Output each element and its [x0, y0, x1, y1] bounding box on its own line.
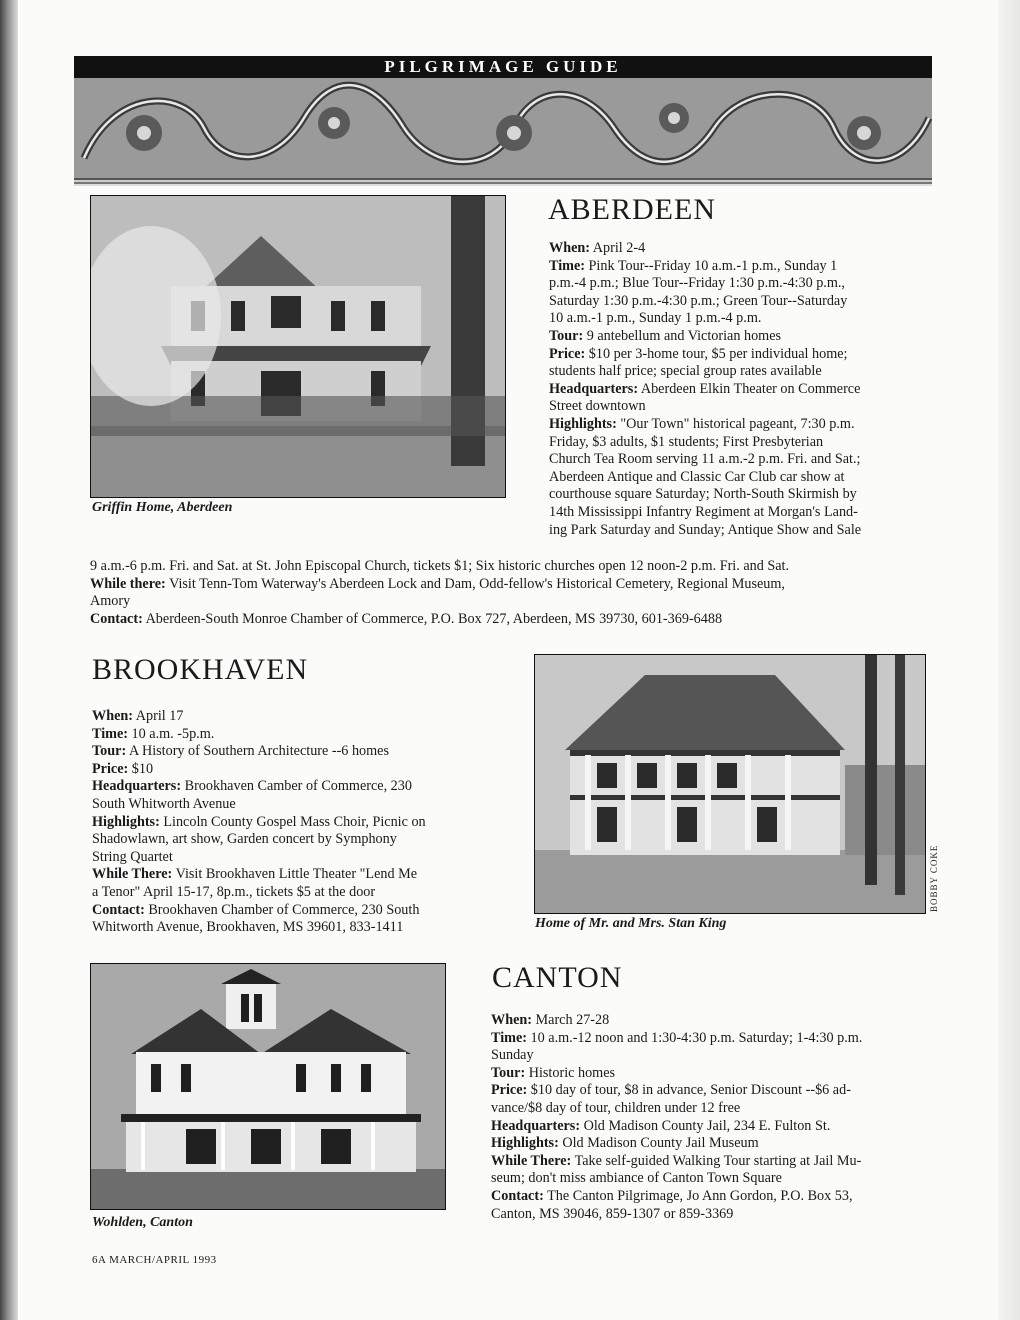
brookhaven-details	[92, 708, 492, 937]
aberdeen-price-line: students half price; special group rates available	[549, 363, 822, 380]
tour-label: Tour:	[549, 327, 584, 344]
aberdeen-highlights-full-line: 9 a.m.-6 p.m. Fri. and Sat. at St. John Episcopal Church, tickets $1; Six historic churches open 12 noon-2 p.m. Fri. and Sat.	[90, 558, 790, 574]
aberdeen-highlights-line: ing Park Saturday and Sunday; Antique Show and Sale	[549, 521, 862, 538]
when-label: When:	[92, 708, 133, 724]
brookhaven-title: BROOKHAVEN	[92, 653, 309, 686]
canton-heading	[492, 958, 622, 996]
price-label: Price:	[549, 345, 586, 362]
canton-details	[491, 1012, 931, 1223]
aberdeen-highlights-line: Aberdeen Antique and Classic Car Club car show at	[549, 468, 845, 485]
aberdeen-hq-line: Street downtown	[549, 398, 646, 415]
brookhaven-time: 10 a.m. -5p.m.	[131, 725, 215, 742]
tour-label: Tour:	[491, 1064, 526, 1081]
canton-price-line: $10 day of tour, $8 in advance, Senior Discount --$6 ad-	[530, 1082, 851, 1099]
canton-when: March 27-28	[535, 1012, 610, 1028]
brookhaven-tour: A History of Southern Architecture --6 homes	[128, 743, 389, 760]
highlights-label: Highlights:	[549, 415, 617, 432]
banner-stripes	[74, 178, 932, 186]
aberdeen-price-line: $10 per 3-home tour, $5 per individual home;	[588, 345, 848, 362]
aberdeen-while-there: Visit Tenn-Tom Waterway's Aberdeen Lock and Dam, Odd-fellow's Historical Cemetery, Regional Museum,	[169, 575, 785, 592]
aberdeen-details	[549, 240, 929, 539]
price-label: Price:	[92, 760, 129, 777]
pilgrimage-guide-banner	[74, 56, 932, 186]
headquarters-label: Headquarters:	[92, 778, 182, 795]
contact-label: Contact:	[92, 901, 145, 918]
aberdeen-tour: 9 antebellum and Victorian homes	[586, 327, 782, 344]
while-there-label: While there:	[90, 575, 166, 592]
brookhaven-highlights-line: Shadowlawn, art show, Garden concert by Symphony	[92, 831, 397, 848]
canton-title: CANTON	[492, 961, 623, 994]
aberdeen-time-line: Saturday 1:30 p.m.-4:30 p.m.; Green Tour--Saturday	[549, 292, 848, 309]
time-label: Time:	[549, 257, 585, 274]
canton-contact-line: Canton, MS 39046, 859-1307 or 859-3369	[491, 1205, 734, 1222]
canton-contact-line: The Canton Pilgrimage, Jo Ann Gordon, P.O. Box 53,	[547, 1187, 853, 1204]
binding-edge	[0, 0, 18, 1320]
photo-credit: BOBBY COKE	[929, 844, 939, 912]
brookhaven-highlights-line: String Quartet	[92, 848, 173, 865]
aberdeen-highlights-line: Friday, $3 adults, $1 students; First Presbyterian	[549, 433, 824, 450]
while-there-label: While There:	[92, 866, 173, 883]
highlights-label: Highlights:	[92, 813, 160, 830]
while-there-label: While There:	[491, 1152, 572, 1169]
brookhaven-while-line: Visit Brookhaven Little Theater "Lend Me	[175, 866, 418, 883]
headquarters-label: Headquarters:	[491, 1117, 581, 1134]
stan-king-home-photo	[534, 654, 926, 914]
wohlden-photo	[90, 963, 446, 1210]
contact-label: Contact:	[491, 1187, 544, 1204]
brookhaven-hq-line: South Whitworth Avenue	[92, 795, 236, 812]
aberdeen-heading	[548, 190, 716, 228]
time-label: Time:	[491, 1029, 527, 1046]
canton-hq: Old Madison County Jail, 234 E. Fulton St.	[583, 1117, 831, 1134]
aberdeen-hq-line: Aberdeen Elkin Theater on Commerce	[640, 380, 861, 397]
griffin-home-caption: Griffin Home, Aberdeen	[92, 500, 233, 515]
aberdeen-highlights-line: "Our Town" historical pageant, 7:30 p.m.	[620, 415, 855, 432]
brookhaven-price: $10	[131, 760, 154, 777]
banner-title: PILGRIMAGE GUIDE	[74, 56, 932, 78]
aberdeen-time-line: Pink Tour--Friday 10 a.m.-1 p.m., Sunday 1	[588, 257, 838, 274]
brookhaven-highlights-line: Lincoln County Gospel Mass Choir, Picnic on	[163, 813, 426, 830]
aberdeen-contact: Aberdeen-South Monroe Chamber of Commerce, P.O. Box 727, Aberdeen, MS 39730, 601-369-6488	[145, 610, 723, 627]
brookhaven-while-line: a Tenor" April 15-17, 8p.m., tickets $5 at the door	[92, 883, 376, 900]
when-label: When:	[491, 1012, 532, 1028]
aberdeen-full-width-text	[90, 558, 930, 628]
time-label: Time:	[92, 725, 128, 742]
brookhaven-when: April 17	[135, 708, 184, 724]
tour-label: Tour:	[92, 743, 127, 760]
ornamental-scroll-image	[74, 78, 932, 178]
headquarters-label: Headquarters:	[549, 380, 639, 397]
aberdeen-title: ABERDEEN	[548, 193, 716, 226]
brookhaven-heading	[92, 650, 308, 688]
aberdeen-highlights-line: 14th Mississippi Infantry Regiment at Morgan's Land-	[549, 503, 858, 520]
canton-tour: Historic homes	[528, 1064, 616, 1081]
brookhaven-contact-line: Whitworth Avenue, Brookhaven, MS 39601, 833-1411	[92, 919, 404, 936]
canton-while-line: seum; don't miss ambiance of Canton Town Square	[491, 1170, 782, 1187]
canton-time-line: Sunday	[491, 1047, 534, 1064]
aberdeen-time-line: p.m.-4 p.m.; Blue Tour--Friday 1:30 p.m.-4:30 p.m.,	[549, 275, 845, 292]
stan-king-home-caption: Home of Mr. and Mrs. Stan King	[535, 916, 727, 931]
aberdeen-while-there-line2: Amory	[90, 593, 131, 610]
aberdeen-time-line: 10 a.m.-1 p.m., Sunday 1 p.m.-4 p.m.	[549, 310, 762, 327]
page-edge	[998, 0, 1020, 1320]
price-label: Price:	[491, 1082, 528, 1099]
canton-highlights: Old Madison County Jail Museum	[562, 1135, 759, 1152]
canton-while-line: Take self-guided Walking Tour starting at Jail Mu-	[574, 1152, 862, 1169]
when-label: When:	[549, 240, 590, 256]
highlights-label: Highlights:	[491, 1135, 559, 1152]
aberdeen-when: April 2-4	[592, 240, 646, 256]
page-footer: 6A MARCH/APRIL 1993	[92, 1254, 217, 1266]
griffin-home-photo	[90, 195, 506, 498]
brookhaven-contact-line: Brookhaven Chamber of Commerce, 230 South	[148, 901, 420, 918]
canton-time-line: 10 a.m.-12 noon and 1:30-4:30 p.m. Saturday; 1-4:30 p.m.	[530, 1029, 863, 1046]
wohlden-caption: Wohlden, Canton	[92, 1215, 193, 1230]
contact-label: Contact:	[90, 610, 143, 627]
aberdeen-highlights-line: courthouse square Saturday; North-South Skirmish by	[549, 486, 857, 503]
canton-price-line: vance/$8 day of tour, children under 12 free	[491, 1099, 741, 1116]
aberdeen-highlights-line: Church Tea Room serving 11 a.m.-2 p.m. Fri. and Sat.;	[549, 451, 861, 468]
brookhaven-hq-line: Brookhaven Camber of Commerce, 230	[184, 778, 412, 795]
